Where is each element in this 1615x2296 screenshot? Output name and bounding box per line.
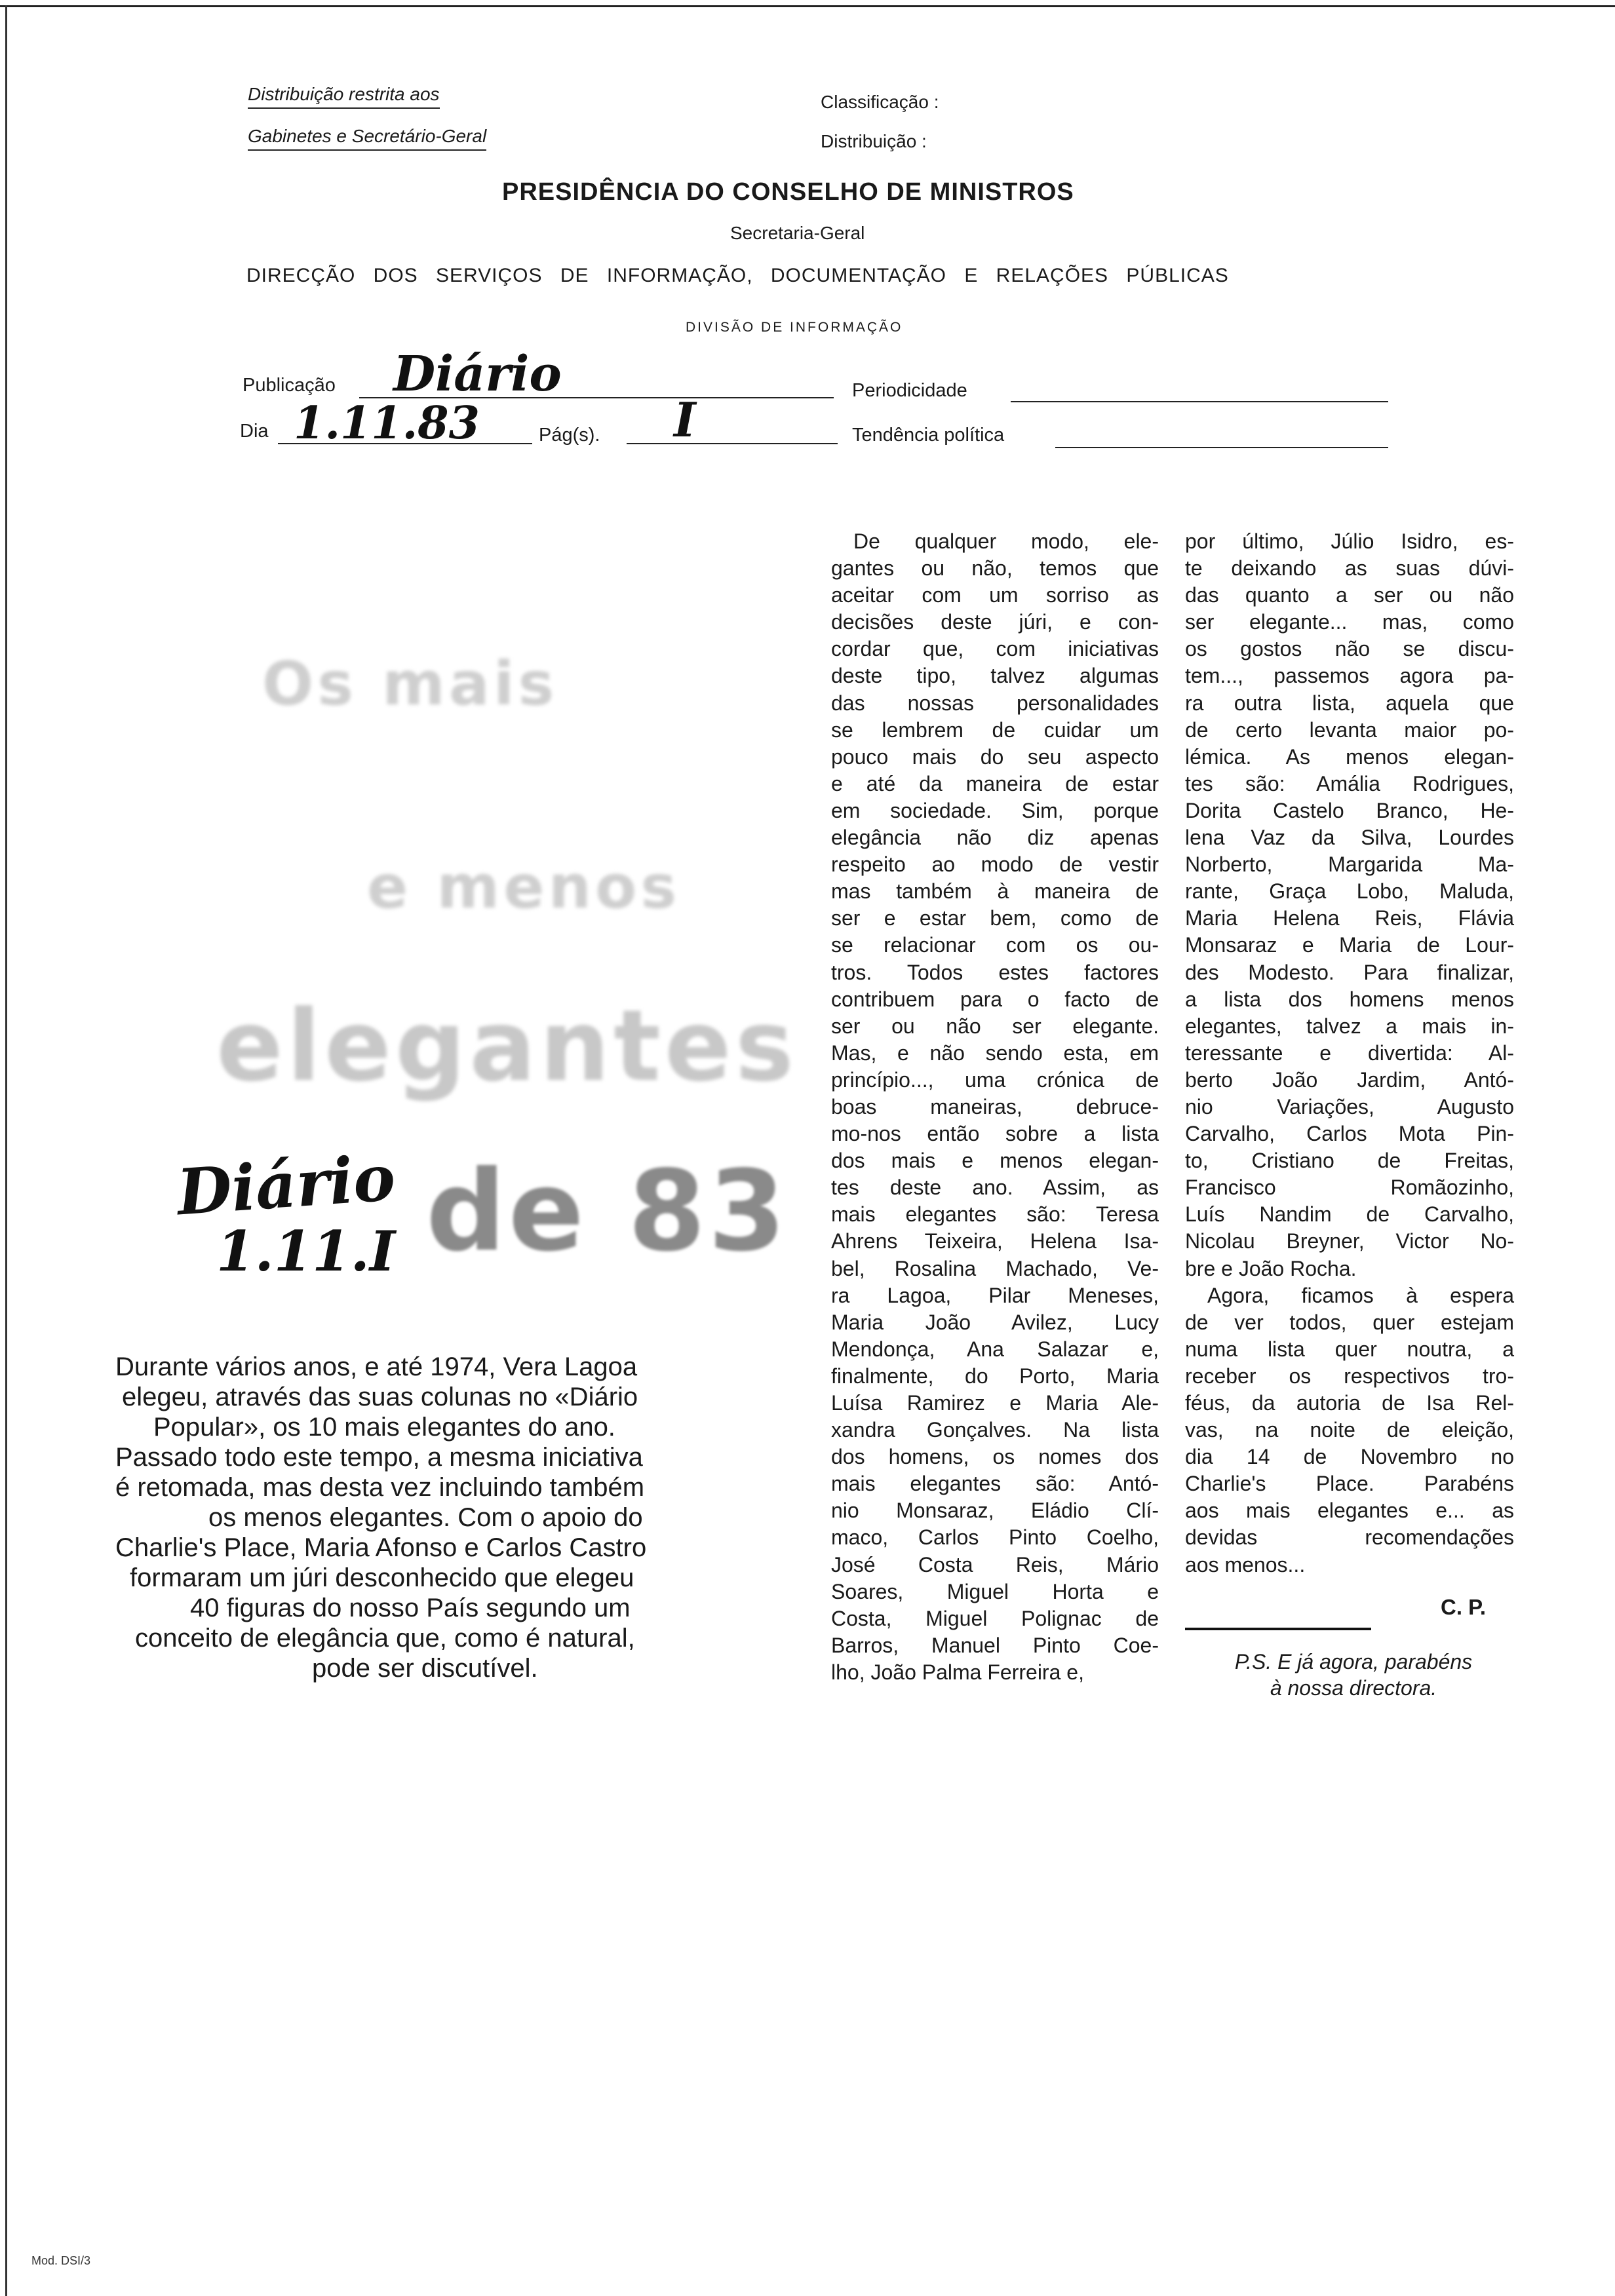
article-line: contribuem para o facto de	[831, 987, 1159, 1011]
article-line: ra outra lista, aquela que	[1185, 691, 1514, 715]
restricted-distribution-line1: Distribuição restrita aos	[248, 84, 440, 109]
article-line: des Modesto. Para finalizar,	[1185, 960, 1514, 984]
article-line: os gostos não se discu-	[1185, 637, 1514, 661]
dia-label: Dia	[240, 421, 269, 442]
pags-line	[627, 443, 838, 444]
article-line: Agora, ficamos à espera	[1207, 1283, 1514, 1307]
article-line: elegância não diz apenas	[831, 826, 1159, 850]
dia-handwritten: 1.11.83	[294, 397, 480, 450]
article-line: ra Lagoa, Pilar Meneses,	[831, 1283, 1159, 1307]
lead-line: conceito de elegância que, como é natural,	[135, 1624, 635, 1653]
pags-label: Pág(s).	[539, 425, 600, 446]
article-line: Luís Nandim de Carvalho,	[1185, 1202, 1514, 1227]
article-line: tem..., passemos agora pa-	[1185, 664, 1514, 688]
postscript-line-1: P.S. E já agora, parabéns	[1234, 1650, 1473, 1674]
article-line: José Costa Reis, Mário	[831, 1552, 1159, 1577]
restricted-distribution-line2: Gabinetes e Secretário-Geral	[248, 126, 486, 151]
article-line: gantes ou não, temos que	[831, 556, 1159, 581]
presidencia-title: PRESIDÊNCIA DO CONSELHO DE MINISTROS	[502, 178, 1074, 206]
postscript	[1193, 1649, 1514, 1701]
article-line: mas também à maneira de	[831, 879, 1159, 904]
article-line: aos menos...	[1185, 1552, 1306, 1577]
headline-main: elegantes	[216, 989, 798, 1103]
article-line: receber os respectivos tro-	[1185, 1364, 1514, 1388]
article-line: mais elegantes são: Teresa	[831, 1202, 1159, 1227]
article-line: ser elegante... mas, como	[1185, 610, 1514, 634]
article-line: Ahrens Teixeira, Helena Isa-	[831, 1229, 1159, 1253]
article-line: Maria Helena Reis, Flávia	[1185, 906, 1514, 930]
pags-handwritten: I	[674, 392, 696, 448]
handwritten-note-diario: Diário	[174, 1140, 398, 1230]
article-line: Norberto, Margarida Ma-	[1185, 852, 1514, 877]
article-line: decisões deste júri, e con-	[831, 610, 1159, 634]
article-line: em sociedade. Sim, porque	[831, 798, 1159, 822]
article-line: lena Vaz da Silva, Lourdes	[1185, 826, 1514, 850]
signature-rule	[1185, 1628, 1371, 1630]
article-line: ser e estar bem, como de	[831, 906, 1159, 930]
article-line: dia 14 de Novembro no	[1185, 1445, 1514, 1469]
lead-line: 40 figuras do nosso País segundo um	[190, 1594, 631, 1622]
article-line: pouco mais do seu aspecto	[831, 744, 1159, 769]
article-line: finalmente, do Porto, Maria	[831, 1364, 1159, 1388]
article-line: aceitar com um sorriso as	[831, 583, 1159, 607]
article-line: lémica. As menos elegan-	[1185, 744, 1514, 769]
lead-line: elegeu, através das suas colunas no «Diário	[122, 1383, 638, 1411]
article-line: bre e João Rocha.	[1185, 1256, 1357, 1280]
tendencia-label: Tendência política	[852, 425, 1005, 446]
article-line: féus, da autoria de Isa Rel-	[1185, 1391, 1514, 1415]
periodicidade-label: Periodicidade	[852, 380, 967, 401]
article-line: elegantes, talvez a mais in-	[1185, 1014, 1514, 1038]
article-line: tes deste ano. Assim, as	[831, 1176, 1159, 1200]
lead-line: formaram um júri desconhecido que elegeu	[130, 1563, 634, 1592]
article-line: cordar que, com iniciativas	[831, 637, 1159, 661]
periodicidade-line	[1011, 401, 1388, 402]
divisao-informacao: DIVISÃO DE INFORMAÇÃO	[686, 320, 903, 335]
article-line: numa lista quer noutra, a	[1185, 1337, 1514, 1361]
lead-line: Passado todo este tempo, a mesma iniciativa	[115, 1443, 643, 1472]
tendencia-line	[1055, 447, 1388, 448]
article-column-3	[1185, 528, 1514, 1578]
article-line: mais elegantes são: Antó-	[831, 1472, 1159, 1496]
article-line: tros. Todos estes factores	[831, 960, 1159, 984]
article-line: boas maneiras, debruce-	[831, 1094, 1159, 1119]
lead-line: é retomada, mas desta vez incluindo também	[115, 1473, 645, 1502]
article-line: de ver todos, quer estejam	[1185, 1310, 1514, 1334]
article-line: nio Monsaraz, Eládio Clí-	[831, 1499, 1159, 1523]
headline-bottom: de 83	[426, 1147, 788, 1276]
article-line: De qualquer modo, ele-	[853, 529, 1159, 553]
article-line: mo-nos então sobre a lista	[831, 1122, 1159, 1146]
direccao-servicos: DIRECÇÃO DOS SERVIÇOS DE INFORMAÇÃO, DOCUMENTAÇÃO E RELAÇÕES PÚBLICAS	[246, 265, 1229, 286]
article-line: princípio..., uma crónica de	[831, 1067, 1159, 1092]
article-line: Mendonça, Ana Salazar e,	[831, 1337, 1159, 1361]
article-line: dos homens, os nomes dos	[831, 1445, 1159, 1469]
article-line: deste tipo, talvez algumas	[831, 664, 1159, 688]
article-line: vas, na noite de eleição,	[1185, 1418, 1514, 1442]
page-top-border	[0, 5, 1615, 7]
headline-middle: e menos	[367, 852, 681, 922]
article-line: xandra Gonçalves. Na lista	[831, 1418, 1159, 1442]
article-line: Nicolau Breyner, Victor No-	[1185, 1229, 1514, 1253]
page-left-border	[5, 5, 7, 2296]
postscript-line-2: à nossa directora.	[1270, 1676, 1437, 1700]
article-line: Barros, Manuel Pinto Coe-	[831, 1633, 1159, 1657]
article-line: Dorita Castelo Branco, He-	[1185, 798, 1514, 822]
article-line: ser ou não ser elegante.	[831, 1014, 1159, 1038]
article-line: te deixando as suas dúvi-	[1185, 556, 1514, 581]
article-line: de certo levanta maior po-	[1185, 718, 1514, 742]
article-line: bel, Rosalina Machado, Ve-	[831, 1256, 1159, 1280]
article-line: Costa, Miguel Polignac de	[831, 1606, 1159, 1630]
article-line: por último, Júlio Isidro, es-	[1185, 529, 1514, 553]
article-line: Maria João Avilez, Lucy	[831, 1310, 1159, 1334]
article-line: das nossas personalidades	[831, 691, 1159, 715]
article-line: devidas recomendações	[1185, 1525, 1514, 1550]
article-line: to, Cristiano de Freitas,	[1185, 1149, 1514, 1173]
article-line: Monsaraz e Maria de Lour-	[1185, 933, 1514, 957]
article-line: Luísa Ramirez e Maria Ale-	[831, 1391, 1159, 1415]
article-line: a lista dos homens menos	[1185, 987, 1514, 1011]
article-column-2	[831, 528, 1159, 1686]
lead-line: pode ser discutível.	[312, 1654, 538, 1683]
article-line: das quanto a ser ou não	[1185, 583, 1514, 607]
publicacao-label: Publicação	[243, 375, 336, 396]
article-line: e até da maneira de estar	[831, 771, 1159, 795]
article-line: Charlie's Place. Parabéns	[1185, 1472, 1514, 1496]
lead-line: Popular», os 10 mais elegantes do ano.	[153, 1413, 615, 1442]
article-line: Soares, Miguel Horta e	[831, 1579, 1159, 1603]
publicacao-handwritten: Diário	[393, 346, 562, 402]
lead-line: os menos elegantes. Com o apoio do	[208, 1503, 643, 1532]
article-line: tes são: Amália Rodrigues,	[1185, 771, 1514, 795]
article-line: teressante e divertida: Al-	[1185, 1041, 1514, 1065]
handwritten-note-date: 1.11.I	[216, 1219, 396, 1284]
distribuicao-label: Distribuição :	[821, 131, 927, 151]
article-line: rante, Graça Lobo, Maluda,	[1185, 879, 1514, 904]
article-line: maco, Carlos Pinto Coelho,	[831, 1525, 1159, 1550]
article-line: aos mais elegantes e... as	[1185, 1499, 1514, 1523]
headline-top: Os mais	[262, 649, 558, 719]
article-line: Francisco Romãozinho,	[1185, 1176, 1514, 1200]
classificacao-label: Classificação :	[821, 92, 939, 112]
article-line: nio Variações, Augusto	[1185, 1094, 1514, 1119]
article-line: lho, João Palma Ferreira e,	[831, 1660, 1084, 1684]
lead-line: Durante vários anos, e até 1974, Vera Lagoa	[115, 1352, 638, 1381]
article-line: respeito ao modo de vestir	[831, 852, 1159, 877]
secretaria-geral: Secretaria-Geral	[730, 223, 865, 243]
signature: C. P.	[1441, 1595, 1487, 1619]
article-line: dos mais e menos elegan-	[831, 1149, 1159, 1173]
article-line: se lembrem de cuidar um	[831, 718, 1159, 742]
article-line: Mas, e não sendo esta, em	[831, 1041, 1159, 1065]
form-model-code: Mod. DSI/3	[31, 2254, 91, 2267]
article-line: se relacionar com os ou-	[831, 933, 1159, 957]
article-line: Carvalho, Carlos Mota Pin-	[1185, 1122, 1514, 1146]
lead-line: Charlie's Place, Maria Afonso e Carlos Castro	[115, 1533, 647, 1562]
article-line: berto João Jardim, Antó-	[1185, 1067, 1514, 1092]
